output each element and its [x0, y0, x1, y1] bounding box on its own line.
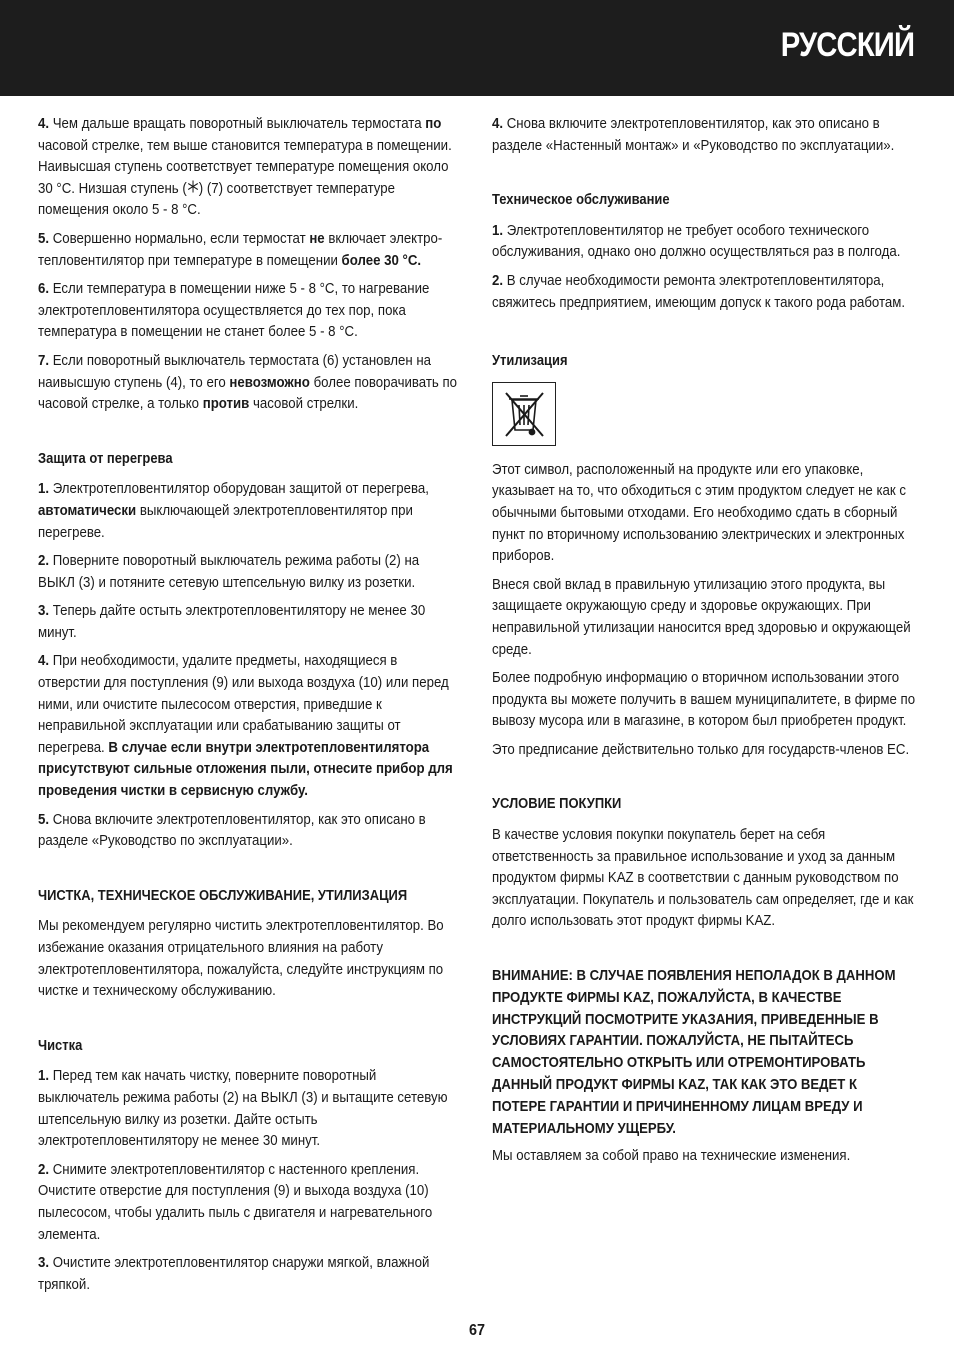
service-step-1: 1. Электротепловентилятор не требует особого технического обслуживания, однако оно должно осуществляться раз в полгода. — [492, 222, 901, 261]
disposal-heading: Утилизация — [492, 353, 568, 370]
language-title: РУССКИЙ — [780, 26, 914, 64]
cleaning-heading: Чистка — [38, 1037, 83, 1054]
cleaning-step-4: 4. Снова включите электротепловентилятор, как это описано в разделе «Настенный монтаж» и «Руководство по эксплуатации». — [492, 116, 895, 154]
warranty-warning: ВНИМАНИЕ: В СЛУЧАЕ ПОЯВЛЕНИЯ НЕПОЛАДОК В ДАННОМ ПРОДУКТЕ ФИРМЫ KAZ, ПОЖАЛУЙСТА, В КАЧЕСТВЕ ИНСТРУКЦИЙ ПОСМОТРИТЕ УКАЗАНИЯ, ПРИВЕДЕННЫЕ В УСЛОВИЯХ ГАРАНТИИ. ПОЖАЛУЙСТА, НЕ ПЫТАЙТЕСЬ САМОСТОЯТЕЛЬНО ОТКРЫТЬ ИЛИ ОТРЕМОНТИРОВАТЬ ДАННЫЙ ПРОДУКТ ФИРМЫ KAZ, ТАК КАК ЭТО ВЕДЕТ К ПОТЕРЕ ГАРАНТИИ И ПРИЧИНЕННОМУ ЛИЦАМ ВРЕДУ И МАТЕРИАЛЬНОМУ УЩЕРБУ. — [492, 968, 896, 1137]
cleaning-step-1: 1. Перед тем как начать чистку, поверните поворотный выключатель режима работы (2) на ВЫКЛ (3) и вытащите сетевую штепсельную вилку из розетки. Дайте остыть электротепловентилятору не менее 30 минут. — [38, 1068, 448, 1150]
service-heading: Техническое обслуживание — [492, 192, 670, 209]
snowflake-icon — [187, 179, 199, 201]
page-header — [0, 0, 954, 96]
purchase-heading: УСЛОВИЕ ПОКУПКИ — [492, 796, 622, 813]
overheat-heading: Защита от перегрева — [38, 450, 173, 467]
crossed-out-wheelie-bin-icon — [492, 382, 556, 446]
disposal-paragraph-2: Внеся свой вклад в правильную утилизацию этого продукта, вы защищаете окружающую среду и здоровье окружающих. При неправильной утилизации наносится вред здоровью и окружающей среде. — [492, 576, 911, 658]
overheat-step-2: 2. Поверните поворотный выключатель режима работы (2) на ВЫКЛ (3) и потяните сетевую штепсельную вилку из розетки. — [38, 553, 420, 591]
overheat-step-4: 4. При необходимости, удалите предметы, находящиеся в отверстии для поступления (9) или выхода воздуха (10) или перед ними, или очистите пылесосом отверстия, приведшие к неправильной эксплуатации или срабатыванию защиты от перегрева. В случае если внутри электротепловентилятора присутствуют сильные отложения пыли, отнесите прибор для проведения чистки в сервисную службу. — [38, 653, 453, 800]
page-number: 67 — [468, 1322, 486, 1339]
disposal-paragraph-4: Это предписание действительно только для государств-членов ЕС. — [492, 741, 910, 758]
thermostat-step-5: 5. Совершенно нормально, если термостат не включает электро-тепловентилятор при температуре в помещении более 30 °C. — [38, 230, 443, 269]
purchase-paragraph: В качестве условия покупки покупатель берет на себя ответственность за правильное использование и уход за данным продуктом фирмы KAZ в соответствии с данным руководством по эксплуатации. Покупатель и пользователь сам определяет, где и как долго использовать этот продукт фирмы KAZ. — [492, 827, 914, 930]
service-step-2: 2. В случае необходимости ремонта электротепловентилятора, свяжитесь предприятием, имеющим допуск к такого рода работам. — [492, 272, 906, 311]
thermostat-step-6: 6. Если температура в помещении ниже 5 - 8 °C, то нагревание электротепловентилятора осуществляется до тех пор, пока температура в помещении не станет более 5 - 8 °C. — [38, 281, 430, 341]
overheat-step-1: 1. Электротепловентилятор оборудован защитой от перегрева, автоматически выключающей электротепловентилятор при перегреве. — [38, 481, 429, 541]
thermostat-step-7: 7. Если поворотный выключатель термостата (6) установлен на наивысшую ступень (4), то его невозможно более поворачивать по часовой стрелке, а только против часовой стрелки. — [38, 352, 458, 413]
cleaning-step-2: 2. Снимите электротепловентилятор с настенного крепления. Очистите отверстие для поступления (9) и выхода воздуха (10) пылесосом, чтобы удалить пыль с двигателя и нагревательного элемента. — [38, 1161, 433, 1243]
disposal-paragraph-3: Более подробную информацию о вторичном использовании этого продукта вы можете получить в вашем муниципалитете, в фирме по вывозу мусора или в магазине, в котором был приобретен продукт. — [492, 670, 916, 730]
right-column — [492, 114, 916, 1175]
maintenance-section-heading: ЧИСТКА, ТЕХНИЧЕСКОЕ ОБСЛУЖИВАНИЕ, УТИЛИЗАЦИЯ — [38, 887, 408, 904]
disposal-paragraph-1: Этот символ, расположенный на продукте или его упаковке, указывает на то, что обходиться с этим продуктом следует не как с обычными бытовыми отходами. Его необходимо сдать в сборный пункт по вторичному использованию электрических и электронных приборов. — [492, 461, 906, 565]
left-column — [38, 114, 458, 1303]
overheat-step-5: 5. Снова включите электротепловентилятор, как это описано в разделе «Руководство по эксплуатации». — [38, 811, 426, 850]
cleaning-step-3: 3. Очистите электротепловентилятор снаружи мягкой, влажной тряпкой. — [38, 1255, 430, 1293]
overheat-step-3: 3. Теперь дайте остыть электротепловентилятору не менее 30 минут. — [38, 603, 426, 641]
thermostat-step-4: 4. Чем дальше вращать поворотный выключатель термостата по часовой стрелке, тем выше становится температура в помещении. Наивысшая ступень соответствует температуре помещения около 30 °C. Низшая ступень ( ) (7) соответствует температуре помещения около 5 - 8 °C. — [38, 116, 452, 219]
technical-changes-note: Мы оставляем за собой право на технические изменения. — [492, 1148, 851, 1165]
maintenance-intro: Мы рекомендуем регулярно чистить электротепловентилятор. Во избежание оказания отрицательного влияния на работу электротепловентилятора, пожалуйста, следуйте инструкциям по чистке и техническому обслуживанию. — [38, 918, 444, 1000]
